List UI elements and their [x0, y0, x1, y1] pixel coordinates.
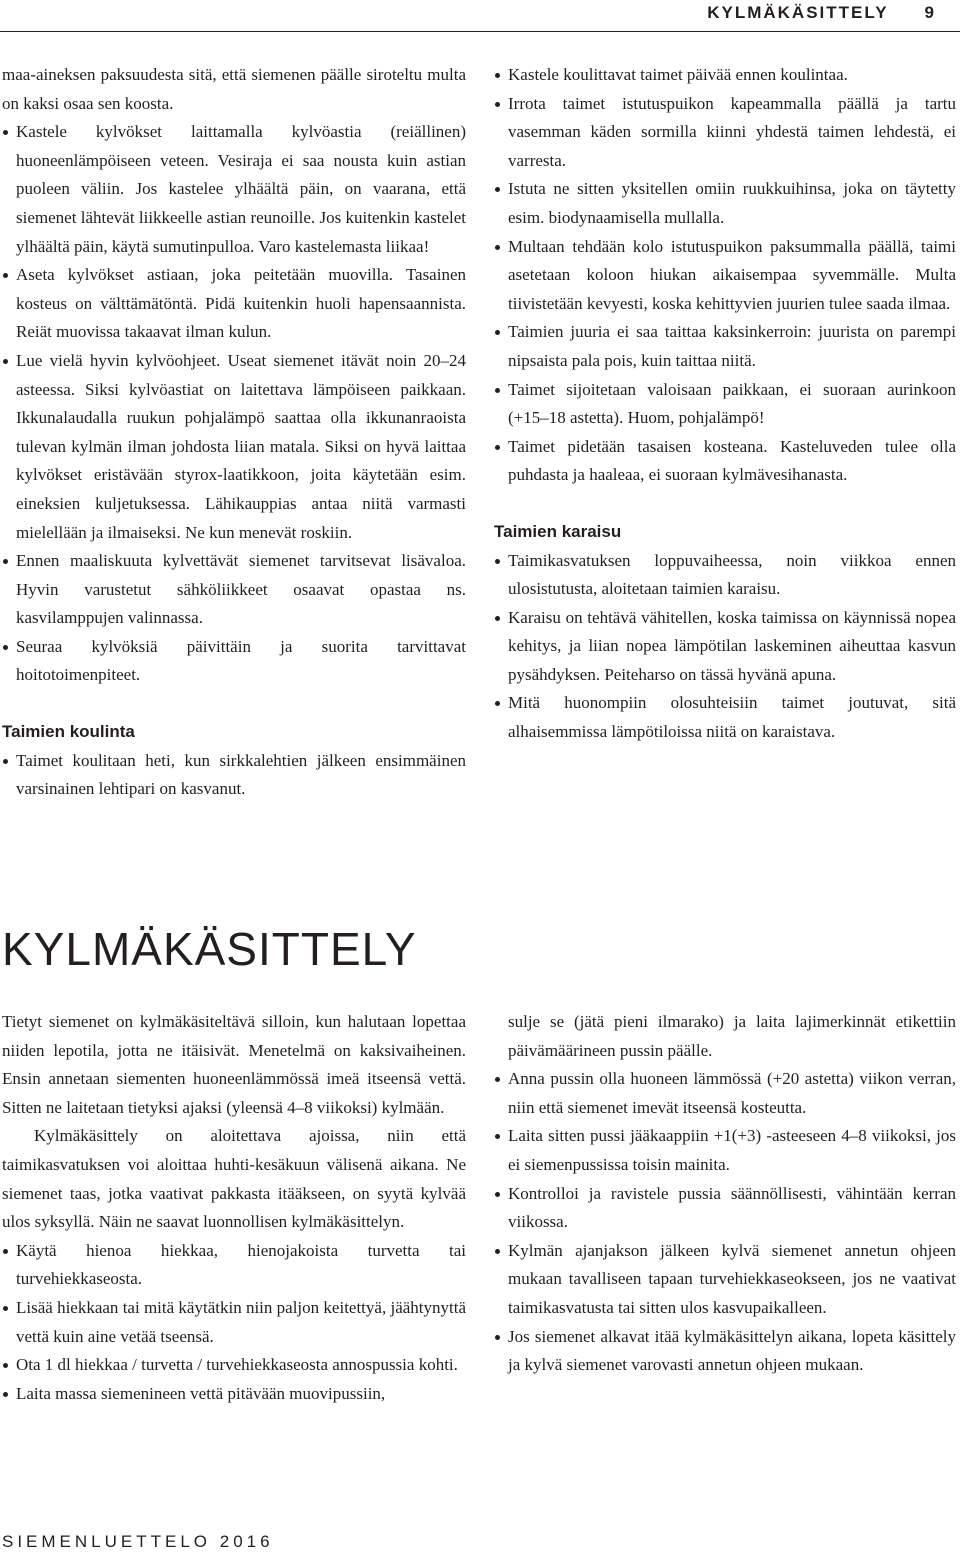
- list-item: Ennen maaliskuuta kylvettävät siemenet tarvitsevat lisävaloa. Hyvin varustetut sähköliikkeet osaavat opastaa ns. kasvilamppujen valinnassa.: [2, 547, 466, 633]
- list-item: Istuta ne sitten yksitellen omiin ruukkuihinsa, joka on täytetty esim. biodynaamisella mullalla.: [494, 175, 956, 232]
- list-item: Seuraa kylvöksiä päivittäin ja suorita tarvittavat hoitotoimenpiteet.: [2, 633, 466, 690]
- continued-paragraph: maa-aineksen paksuudesta sitä, että siemenen päälle siroteltu multa on kaksi osaa sen koosta.: [2, 65, 466, 113]
- sowing-list: [2, 118, 466, 690]
- cold-treatment-list: [2, 1237, 466, 1409]
- list-item: Kontrolloi ja ravistele pussia säännöllisesti, vähintään kerran viikossa.: [494, 1180, 956, 1237]
- running-title: KYLMÄKÄSITTELY: [707, 3, 889, 22]
- list-item: Aseta kylvökset astiaan, joka peitetään muovilla. Tasainen kosteus on välttämätöntä. Pidä kuitenkin huoli hapensaannista. Reiät muovissa takaavat ilman kulun.: [2, 261, 466, 347]
- list-item: Jos siemenet alkavat itää kylmäkäsittelyn aikana, lopeta käsittely ja kylvä siemenet varovasti annetun ohjeen mukaan.: [494, 1323, 956, 1380]
- list-item: Irrota taimet istutuspuikon kapeammalla päällä ja tartu vasemman käden sormilla kiinni yhdestä taimen lehdestä, ei varresta.: [494, 90, 956, 176]
- header-rule: [0, 31, 960, 32]
- list-item: Karaisu on tehtävä vähitellen, koska taimissa on käynnissä nopea kehitys, ja liian nopea lämpötilan laskeminen aiheuttaa kasvun pysähdyksen. Peiteharso on tässä hyvänä apuna.: [494, 604, 956, 690]
- list-item: Ota 1 dl hiekkaa / turvetta / turvehiekkaseosta annospussia kohti.: [2, 1351, 466, 1380]
- top-right-column: [494, 61, 956, 747]
- list-item: Anna pussin olla huoneen lämmössä (+20 astetta) viikon verran, niin että siemenet imevät itseensä kosteutta.: [494, 1065, 956, 1122]
- list-item: Laita massa siemenineen vettä pitävään muovipussiin,: [2, 1380, 466, 1409]
- section-title: KYLMÄKÄSITTELY: [2, 923, 417, 975]
- koulinta-steps-list: [494, 61, 956, 490]
- list-item: Kastele koulittavat taimet päivää ennen koulintaa.: [494, 61, 956, 90]
- list-item: Taimet koulitaan heti, kun sirkkalehtien jälkeen ensimmäinen varsinainen lehtipari on kasvanut.: [2, 747, 466, 804]
- footer-text: SIEMENLUETTELO 2016: [2, 1532, 274, 1551]
- intro-paragraph: Tietyt siemenet on kylmäkäsiteltävä silloin, kun halutaan lopettaa niiden lepotila, jotta ne itäisivät. Menetelmä on kaksivaiheinen. Ensin annetaan siementen huoneenlämmössä imeä itseensä vettä. Sitten ne laitetaan tietyksi ajaksi (yleensä 4–8 viikoksi) kylmään.: [2, 1012, 466, 1117]
- list-item: Kylmän ajanjakson jälkeen kylvä siemenet annetun ohjeen mukaan tavalliseen tapaan turvehiekkaseokseen, jos ne vaativat taimikasvatusta tai sitten ulos kasvupaikalleen.: [494, 1237, 956, 1323]
- koulinta-list: [2, 747, 466, 804]
- cold-treatment-steps-list: [494, 1065, 956, 1380]
- page-number: 9: [924, 3, 934, 22]
- intro-paragraph: Kylmäkäsittely on aloitettava ajoissa, niin että taimikasvatuksen voi aloittaa huhti-kesäkuun välisenä aikana. Ne siemenet taas, jotka vaativat pakkasta itääkseen, on syytä kylvää ulos syksyllä. Näin ne saavat luonnollisen kylmäkäsittelyn.: [2, 1126, 466, 1232]
- list-item: Lisää hiekkaan tai mitä käytätkin niin paljon keitettyä, jäähtynyttä vettä kuin aine vetää tseensä.: [2, 1294, 466, 1351]
- continued-paragraph: sulje se (jätä pieni ilmarako) ja laita lajimerkinnät etikettiin päivämäärineen pussin päälle.: [508, 1012, 956, 1060]
- list-item: Laita sitten pussi jääkaappiin +1(+3) -asteeseen 4–8 viikoksi, jos ei siemenpussissa toisin mainita.: [494, 1122, 956, 1179]
- list-item: Lue vielä hyvin kylvöohjeet. Useat siemenet itävät noin 20–24 asteessa. Siksi kylvöastiat on laitettava lämpöiseen paikkaan. Ikkunalaudalla ruukun pohjalämpö saattaa olla ikkunanraoista tulevan kylmän ilman johdosta liian matala. Siksi on hyvä laittaa kylvökset eristävään styrox-laatikkoon, joita käytetään esim. eineksien kuljetuksessa. Lähikauppias antaa niitä varmasti mielellään ja ilmaiseksi. Ne kun menevät roskiin.: [2, 347, 466, 547]
- list-item: Taimikasvatuksen loppuvaiheessa, noin viikkoa ennen ulosistutusta, aloitetaan taimien karaisu.: [494, 547, 956, 604]
- top-left-column: [2, 61, 466, 804]
- section-left-column: [2, 1008, 466, 1408]
- section-right-column: [494, 1008, 956, 1380]
- section-heading-koulinta: Taimien koulinta: [2, 722, 135, 742]
- running-head: [707, 3, 934, 23]
- list-item: Taimien juuria ei saa taittaa kaksinkerroin: juurista on parempi nipsaista pala pois, kuin taittaa niitä.: [494, 318, 956, 375]
- list-item: Taimet pidetään tasaisen kosteana. Kasteluveden tulee olla puhdasta ja haaleaa, ei suoraan kylmävesihanasta.: [494, 433, 956, 490]
- list-item: Taimet sijoitetaan valoisaan paikkaan, ei suoraan aurinkoon (+15–18 astetta). Huom, pohjalämpö!: [494, 376, 956, 433]
- list-item: Multaan tehdään kolo istutuspuikon paksummalla päällä, taimi asetetaan koloon hiukan aikaisempaa syvemmälle. Multa tiivistetään kevyesti, koska kehittyvien juurien tulee saada ilmaa.: [494, 233, 956, 319]
- section-heading-karaisu: Taimien karaisu: [494, 521, 622, 541]
- list-item: Kastele kylvökset laittamalla kylvöastia (reiällinen) huoneenlämpöiseen veteen. Vesiraja ei saa nousta kuin astian puoleen väliin. Jos kastelee ylhäältä päin, on vaarana, että siemenet lähtevät liikkeelle astian reunoille. Jos kuitenkin kastelet ylhäältä päin, käytä sumutinpulloa. Varo kastelemasta liikaa!: [2, 118, 466, 261]
- karaisu-list: [494, 547, 956, 747]
- list-item: Käytä hienoa hiekkaa, hienojakoista turvetta tai turvehiekkaseosta.: [2, 1237, 466, 1294]
- list-item: Mitä huonompiin olosuhteisiin taimet joutuvat, sitä alhaisemmissa lämpötiloissa niitä on karaistava.: [494, 689, 956, 746]
